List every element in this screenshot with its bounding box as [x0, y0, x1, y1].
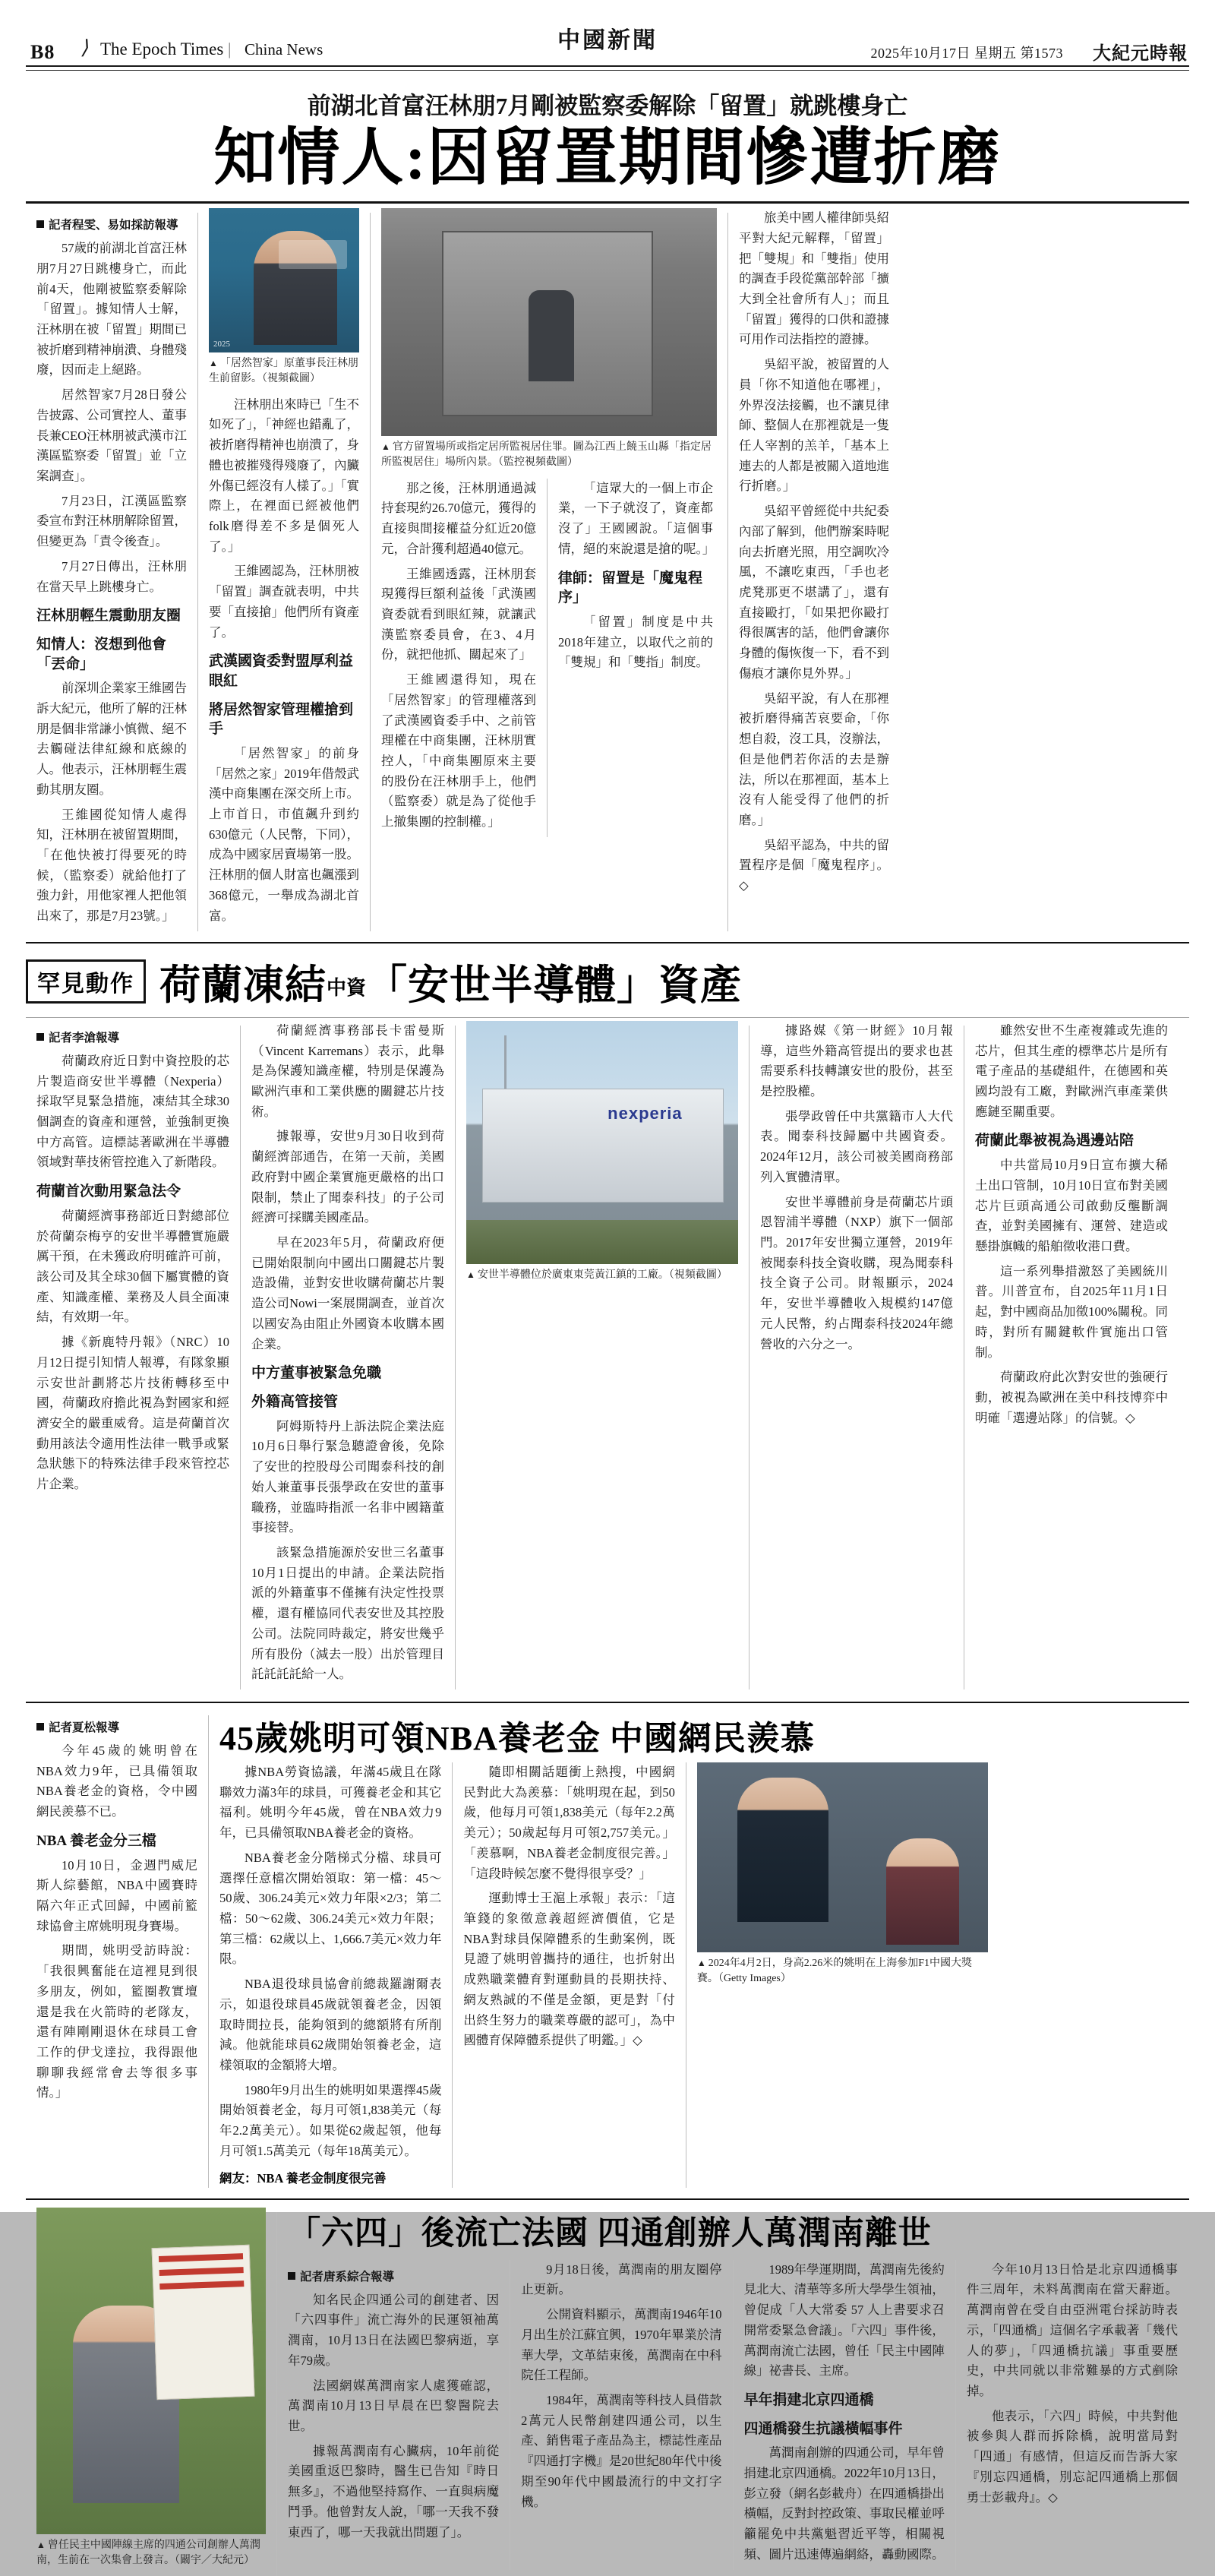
paragraph: 雖然安世不生產複雜或先進的芯片，但其生產的標準芯片是所有電子產品的基礎組件，在德國和英國均設有工廠，對歐洲汽車產業供應鏈至關重要。 — [975, 1022, 1168, 1119]
paragraph: 今年45歲的姚明曾在NBA效力9年，已具備領取NBA養老金的資格，令中國網民羨慕不已。 — [36, 1743, 197, 1819]
paragraph: 「這眾大的一個上市企業，一下子就沒了，資產都沒了」王國國說。「這個事情，絕的來說還是搶的呢。」 — [558, 480, 715, 556]
paragraph: 中共當局10月9日宣布擴大稀土出口管制，10月10日宣布對美國芯片巨頭高通公司啟動反壟斷調查，並對美國擁有、運營、建造或懸掛旗幟的船舶徵收港口費。 — [975, 1158, 1168, 1253]
section3-title: 45歲姚明可領NBA養老金 中國網民羨慕 — [219, 1719, 815, 1757]
subheading: 律師：留置是「魔鬼程序」 — [558, 570, 703, 606]
bullet-square-icon — [288, 2272, 295, 2280]
brand-logo-cn: 大紀元時報 — [1093, 44, 1188, 64]
caption-triangle-icon: ▲ — [209, 358, 218, 369]
section2-columns — [0, 1021, 1215, 1689]
lead-col-2 — [198, 208, 370, 931]
subheading: 中方董事被緊急免職 — [251, 1365, 382, 1382]
paragraph: 7月27日傳出，汪林朋在當天早上跳樓身亡。 — [36, 558, 187, 594]
masthead-divider — [26, 65, 1189, 67]
paragraph: 早在2023年5月，荷蘭政府便已開始限制向中國出口關鍵芯片製造設備，並對安世收購荷蘭芯片製造公司Nowi一案展開調查，並首次以國安為由阻止外國資本收購本國企業。 — [251, 1235, 444, 1351]
photo-wan-runnan-speech — [36, 2208, 266, 2534]
section2-tag: 罕見動作 — [26, 959, 146, 1004]
subheading: 早年捐建北京四通橋 — [743, 2391, 874, 2408]
photo-caption: ▲ 「居然智家」原董事長汪林朋生前留影。（視頻截圖） — [209, 358, 358, 385]
section4-col-1 — [288, 2260, 510, 2570]
section2-col-3 — [750, 1021, 964, 1689]
paragraph: 張學政曾任中共黨籍市人大代表。聞泰科技歸屬中共國資委。2024年12月，該公司被美國商務部列入實體清單。 — [760, 1108, 953, 1184]
paragraph: 隨即相關話題衝上熱搜，中國網民對此大為羨慕：「姚明現在起，到50歲，他每月可領1,838美元（每年2.2萬美元）；50歲起每月可領2,757美元。」「羨慕啊，NBA養老金制度很完善。」「這段時候怎麼不覺得很享受？」 — [463, 1764, 675, 1881]
section4-byline: 記者唐系綜合報導 — [288, 2268, 499, 2284]
paragraph: 旅美中國人權律師吳紹平對大紀元解釋，「留置」把「雙規」和「雙指」使用的調查手段從黨部幹部「擴大到全社會所有人」；而且「留置」獲得的口供和證據可用作司法指控的證據。 — [739, 210, 889, 347]
paragraph: 荷蘭經濟事務部近日對總部位於荷蘭奈梅亨的安世半導體實施嚴厲干預，在未獲政府明確許可前，該公司及其全球30個下屬實體的資產、知識產權、業務及人員全面凍結，有效期一年。 — [36, 1208, 229, 1325]
lead-columns — [0, 208, 1215, 931]
lead-col-1 — [26, 208, 197, 931]
section4-columns — [0, 2208, 1215, 2576]
section2-col-photo — [456, 1021, 749, 1689]
lawn-shape — [466, 1220, 738, 1264]
paragraph: 10月10日，金週門威尼斯人綜藝館，NBA中國賽時隔六年正式回歸，中國前籃球協會主席姚明現身賽場。 — [36, 1857, 197, 1933]
section3-col-2 — [219, 1762, 452, 2188]
section-divider — [26, 2198, 1189, 2200]
paragraph: 據報導，安世9月30日收到荷蘭經濟部通告，在第一天前，美國政府對中國企業實施更嚴格的出口限制，禁止了聞泰科技」的子公司經濟可採購美國產品。 — [251, 1129, 444, 1225]
masthead-slash-icon: ⟩ — [79, 36, 93, 58]
subheading: 汪林朋輕生震動朋友圈 — [36, 608, 181, 624]
paragraph: 荷蘭經濟事務部長卡雷曼斯（Vincent Karremans）表示，此舉是為保護知識產權，特別是保護為歐洲汽車和工業供應的關鍵芯片技術。 — [251, 1022, 444, 1119]
lead-kicker: 前湖北首富汪林朋7月剛被監察委解除「留置」就跳樓身亡 — [307, 93, 908, 119]
paragraph: 吳紹平認為，中共的留置程序是個「魔鬼程序」。◇ — [739, 837, 889, 893]
section3-col-1 — [26, 1711, 208, 2188]
paragraph: 據NBA勞資協議，年滿45歲且在隊聯效力滿3年的球員，可獲養老金和其它福利。姚明今年45歲，曾在NBA效力9年，已具備領取NBA養老金的資格。 — [219, 1764, 442, 1841]
paragraph: 1984年，萬潤南等科技人員借款2萬元人民幣創建四通公司，以生產、銷售電子產品為主，標誌性產品『四通打字機』是20世紀80年代中後期至90年代中國最流行的中文打字機。 — [521, 2392, 722, 2509]
photo-wang-linpeng — [209, 208, 359, 352]
bullet-square-icon — [36, 220, 44, 228]
lead-rule — [26, 201, 1189, 204]
caption-triangle-icon: ▲ — [696, 1957, 706, 1968]
paragraph: 知名民企四通公司的創建者、因「六四事件」流亡海外的民運領袖萬潤南，10月13日在法國巴黎病逝，享年79歲。 — [288, 2292, 500, 2368]
paragraph: 運動博士王滬上承報」表示：「這筆錢的象徵意義超經濟價值，它是NBA對球員保障體系的生動案例，既見證了姚明曾攜持的通往，也折射出成熟職業體育對運動員的長期扶持、網友熟誠的不僅是金額，更是對「付出終生努力的職業尊嚴的認可」，為中國體育保障體系提供了明鑑。」◇ — [463, 1891, 675, 2048]
section4-main — [277, 2208, 1188, 2576]
paragraph: 吳紹平說，被留置的人員「你不知道他在哪裡」，外界沒法接觸，也不讓見律師、整個人在那裡就是一隻任人宰割的羔羊，「基本上連去的人都是被關入道地進行折磨。」 — [739, 357, 889, 494]
photo-watermark: 2025 — [213, 340, 230, 349]
paragraph: 1989年學運期間，萬潤南先後約見北大、清華等多所大學學生領袖，曾促成「人大常委 57 人上書要求召開常委緊急會議」。「六四」事件後，萬潤南流亡法國，曾任「民主中國陣線」祕書長、主席。 — [743, 2262, 945, 2378]
paragraph: 吳紹平曾經從中共紀委內部了解到，他們辦案時呢向去折磨光照，用空調吹冷風，不讓吃東西，「手也老虎凳那更不堪講了」，還有直接毆打，「如果把你毆打得很厲害的話，他們會讓你身體的傷恢復一下，看不到傷痕才讓你見外界。」 — [739, 504, 889, 681]
paragraph: NBA養老金分階梯式分檔、球員可選擇任意檔次開始領取：第一檔：45～50歲、306.24美元×效力年限×2/3；第二檔：50～62歲、306.24美元×效力年限；第三檔：62歲以上、1,666.7美元×效力年限。 — [219, 1850, 442, 1967]
paragraph: 荷蘭政府近日對中資控股的芯片製造商安世半導體（Nexperia）採取罕見緊急措施，凍結其全球30個調查的資產和運營，並強制更換中方高管。這標誌著歐洲在半導體領域對華技術管控進入了新階段。 — [36, 1053, 229, 1170]
paragraph: 該緊急措施源於安世三名董事10月1日提出的申請。企業法院指派的外籍董事不僅擁有決定性投票權，還有權協同代表安世及其控股公司。法院同時裁定，將安世幾乎所有股份（減去一股）出於管理目託託託託給一人。 — [251, 1544, 444, 1682]
section2-byline: 記者李滄報導 — [36, 1029, 229, 1045]
paragraph: 期間，姚明受訪時說：「我很興奮能在這裡見到很多朋友，例如，籃圈教實壇還是我在火箭時的老隊友，還有陣剛剛退休在球員工會工作的伊戈達拉，我得跟他聊聊我經常會去等很多事情。」 — [36, 1943, 197, 2100]
photo-caption: ▲ 曾任民主中國陣線主席的四通公司創辦人萬潤南，生前在一次集會上發言。（闞宇／大紀元） — [36, 2539, 260, 2566]
section2-title: 荷蘭凍結中資「安世半導體」資產 — [159, 962, 743, 1008]
paragraph: 據《新鹿特丹報》（NRC）10月12日提引知情人報導，有隊象顯示安世計劃將芯片技術轉移至中國，荷蘭政府擔此視為對國家和經濟安全的嚴重威脅。這是荷蘭首次動用該法令適用性法律一戰爭或緊急狀態下的特殊法律手段來管控芯片企業。 — [36, 1335, 229, 1492]
section4-col-3 — [734, 2260, 955, 2570]
brand-name: The Epoch Times — [100, 40, 224, 58]
paragraph: 居然智家7月28日發公告披露、公司實控人、董事長兼CEO汪林朋被武漢市江漢區監察委「留置」並「立案調查」。 — [36, 387, 187, 483]
paragraph: 王維國認為，汪林朋被「留置」調查就表明，中共要「直接搶」他們所有資產了。 — [209, 564, 359, 640]
section4-col-2 — [510, 2260, 732, 2570]
paragraph: 9月18日後，萬潤南的朋友圈停止更新。 — [521, 2262, 722, 2297]
brand-separator: | — [228, 40, 232, 58]
paragraph: 他表示，「六四」時候，中共對他被參與人群而拆除橋，說明當局對「四通」有感情，但這反而告訴大家『別忘四通橋，別忘記四通橋上那個勇士彭載舟』。◇ — [966, 2408, 1178, 2505]
photo-caption: ▲ 官方留置場所或指定居所監視居住罪。圖為江西上饒玉山縣「指定居所監視居住」場所內景。（監控視頻截圖） — [381, 441, 712, 469]
section4-col-photo — [26, 2208, 276, 2576]
bullet-square-icon — [36, 1723, 44, 1731]
section-title-en: China News — [245, 40, 323, 58]
paragraph: 據路媒《第一財經》10月報導，這些外籍高管提出的要求也甚需要系科技轉讓安世的股份，甚至是控股權。 — [760, 1022, 953, 1099]
caption-triangle-icon: ▲ — [466, 1269, 475, 1280]
section3-byline: 記者夏松報導 — [36, 1718, 197, 1735]
lead-headline-zone — [0, 87, 1215, 191]
paragraph: 那之後，汪林朋通過減持套現約26.70億元，獲得的直接與間接權益分紅近20億元，合計獲利超過40億元。 — [381, 480, 536, 556]
section4-title: 「六四」後流亡法國 四通創辦人萬潤南離世 — [288, 2215, 932, 2252]
subheading: 知情人：沒想到他會「丟命」 — [36, 636, 167, 672]
section-title-cn: 中國新聞 — [557, 28, 658, 53]
paragraph: 今年10月13日恰是北京四通橋事件三周年，未料萬潤南在當天辭逝。萬潤南曾在受自由亞洲電台採訪時表示，「四通橋」這個名字承載著「幾代人的夢」，「四通橋抗議」事重要歷史，中共同就以非常難暴的方式剷除掉。 — [966, 2262, 1178, 2398]
dateline: 2025年10月17日 星期五 第1573 — [870, 46, 1063, 61]
paragraph: 1980年9月出生的姚明如果選擇45歲開始領養老金，每月可領1,838美元（每年2.2萬美元）。如果從62歲起領，他每月可領1.5萬美元（每年18萬美元）。 — [219, 2082, 442, 2158]
lead-col-4 — [728, 208, 900, 931]
lead-headline: 知情人:因留置期間慘遭折磨 — [213, 123, 1002, 192]
section2-header — [0, 943, 1215, 1011]
subheading: 將居然智家管理權搶到手 — [209, 701, 354, 738]
photo-caption: ▲ 安世半導體位於廣東東莞黃江鎮的工廠。（視頻截圖） — [466, 1269, 727, 1281]
subheading: 外籍高管接管 — [251, 1394, 339, 1410]
lead-byline: 記者程雯、易如採訪報導 — [36, 216, 187, 232]
section3-main — [209, 1711, 999, 2188]
paragraph: 「留置」制度是中共2018年建立，以取代之前的「雙規」和「雙指」制度。 — [558, 614, 713, 670]
paragraph: 王維國從知情人處得知，汪林朋在被留置期間，「在他快被打得要死的時候，（監察委）就給他打了強力針，用他家裡人把他領出來了，那是7月23號。」 — [36, 807, 187, 924]
section4-col-4 — [956, 2260, 1178, 2570]
subheading: 荷蘭首次動用緊急法令 — [36, 1184, 181, 1200]
section3-col-photo — [686, 1762, 988, 2188]
paragraph: 汪林朋出來時已「生不如死了」，「神經也錯亂了，被折磨得精神也崩潰了，身體也被摧殘得殘廢了，內臟外傷已經沒有人樣了。」「實際上，在裡面已經被他們folk磨得差不多是個死人了。」 — [209, 397, 359, 554]
paragraph: 公開資料顯示，萬潤南1946年10月出生於江蘇宜興，1970年畢業於清華大學，文革結束後，萬潤南在中科院任工程師。 — [521, 2307, 722, 2383]
section3-columns — [0, 1711, 1215, 2188]
masthead — [0, 0, 1215, 73]
paragraph: 法國網媒萬潤南家人處獲確認，萬潤南10月13日早晨在巴黎醫院去世。 — [288, 2378, 500, 2433]
section-divider — [26, 1702, 1189, 1703]
masthead-divider-2 — [26, 70, 1189, 71]
photo-nexperia-factory — [466, 1021, 738, 1264]
building-shape — [482, 1089, 723, 1202]
page-number: B8 — [30, 41, 55, 63]
photo-detention-cctv — [381, 208, 717, 436]
paragraph: 王維國還得知，現在「居然智家」的管理權落到了武漢國資委手中、之前管理權在中商集團，汪林朋實控人，「中商集團原來主要的股份在汪林朋手上，他們（監察委）就是為了從他手上撤集團的控制權。」 — [381, 672, 536, 830]
protest-banner — [152, 2245, 255, 2400]
paragraph: 前深圳企業家王維國告訴大紀元，他所了解的汪林朋是個非常謙小慎微、絕不去觸碰法律紅線和底線的人。他表示，汪林朋輕生震動其朋友圈。 — [36, 681, 187, 797]
paragraph: 阿姆斯特丹上訴法院企業法庭10月6日舉行緊急聽證會後，免除了安世的控股母公司聞泰科技的創始人兼董事長張學政在安世的董事職務，並臨時指派一名非中國籍董事接替。 — [251, 1418, 444, 1535]
subheading: 荷蘭此舉被視為遇邊站陪 — [975, 1133, 1135, 1149]
paragraph: 7月23日，江漢區監察委宣布對汪林朋解除留置，但變更為「責令後查」。 — [36, 493, 187, 549]
paragraph: 據報萬潤南有心臟病，10年前從美國重返巴黎時，醫生已告知『時日無多』，不過他堅持寫作、一直與病魔鬥爭。他曾對友人說，「哪一天我不發東西了，哪一天我就出問題了」。 — [288, 2443, 500, 2540]
subheading: NBA 養老金分三檔 — [36, 1832, 156, 1849]
paragraph: 萬潤南創辦的四通公司，早年曾捐建北京四通橋。2022年10月13日，彭立發（網名彭載舟）在四通橋掛出橫幅，反對封控政策、事取民權並呼籲罷免中共黨魁習近平等，相關視頻、圖片迅速傳遍網絡，轟動國際。 — [743, 2445, 945, 2562]
nexperia-logo: nexperia — [608, 1103, 683, 1123]
section2-col-1 — [26, 1021, 240, 1689]
section2-col-4 — [964, 1021, 1179, 1689]
subheading: 武漢國資委對盟厚利益眼紅 — [209, 653, 354, 689]
caption-triangle-icon: ▲ — [36, 2539, 46, 2550]
caption-triangle-icon: ▲ — [381, 441, 390, 453]
paragraph: 「居然智家」的前身「居然之家」2019年借殼武漢中商集團在深交所上市。上市首日，市值飆升到約630億元（人民幣，下同），成為中國家居賣場第一股。汪林朋的個人財富也飆漲到368億元，一舉成為湖北首富。 — [209, 745, 359, 923]
section3-col-3 — [453, 1762, 686, 2188]
paragraph: NBA退役球員協會前總裁羅謝爾表示，如退役球員45歲就領養老金，因領取時間拉長，能夠領到的總額將有所削減。他就能球員62歲開始領養老金，這樣領取的金額將大增。 — [219, 1977, 442, 2073]
paragraph: 57歲的前湖北首富汪林朋7月27日跳樓身亡，而此前4天，他剛被監察委解除「留置」。據知情人士解，汪林朋在被「留置」期間已被折磨到精神崩潰、身體殘廢，因而走上絕路。 — [36, 241, 187, 378]
net-subheading: 網友：NBA 養老金制度很完善 — [219, 2170, 387, 2186]
paragraph: 王維國透露，汪林朋套現獲得巨額利益後「武漢國資委就看到眼紅辣，就讓武漢監察委員會，在3、4月份，就把他抓、關起來了」 — [381, 566, 536, 662]
photo-yao-ming-family — [697, 1762, 988, 1952]
paragraph: 這一系列舉措激怒了美國統川普。川普宣布，自2025年11月1日起，對中國商品加徵100%關稅。同時，對所有關鍵軟件實施出口管制。 — [975, 1263, 1168, 1360]
photo-caption: ▲ 2024年4月2日，身高2.26米的姚明在上海參加F1中國大獎賽。（Getty Images） — [696, 1957, 973, 1985]
paragraph: 荷蘭政府此次對安世的強硬行動，被視為歐洲在美中科技博弈中明確「選邊站隊」的信號。◇ — [975, 1370, 1168, 1425]
bullet-square-icon — [36, 1033, 44, 1041]
paragraph: 吳紹平說，有人在那裡被折磨得痛苦哀要命，「你想自殺，沒工具，沒辦法，但是他們若你活的去是辦法，所以在那裡面，基本上沒有人能受得了他們的折磨。」 — [739, 691, 889, 827]
lead-col-3 — [371, 208, 727, 931]
section2-rule — [26, 1017, 1189, 1018]
subheading: 四通橋發生抗議橫幅事件 — [743, 2420, 903, 2437]
paragraph: 安世半導體前身是荷蘭芯片頭恩智浦半導體（NXP）旗下一個部門。2017年安世獨立運營，2019年被聞泰科技全資收購，現為聞泰科技全資子公司。財報顯示，2024年，安世半導體收入規模約147億元人民幣，約占聞泰科技2024年總營收的六分之一。 — [760, 1194, 953, 1351]
section2-col-2 — [241, 1021, 455, 1689]
